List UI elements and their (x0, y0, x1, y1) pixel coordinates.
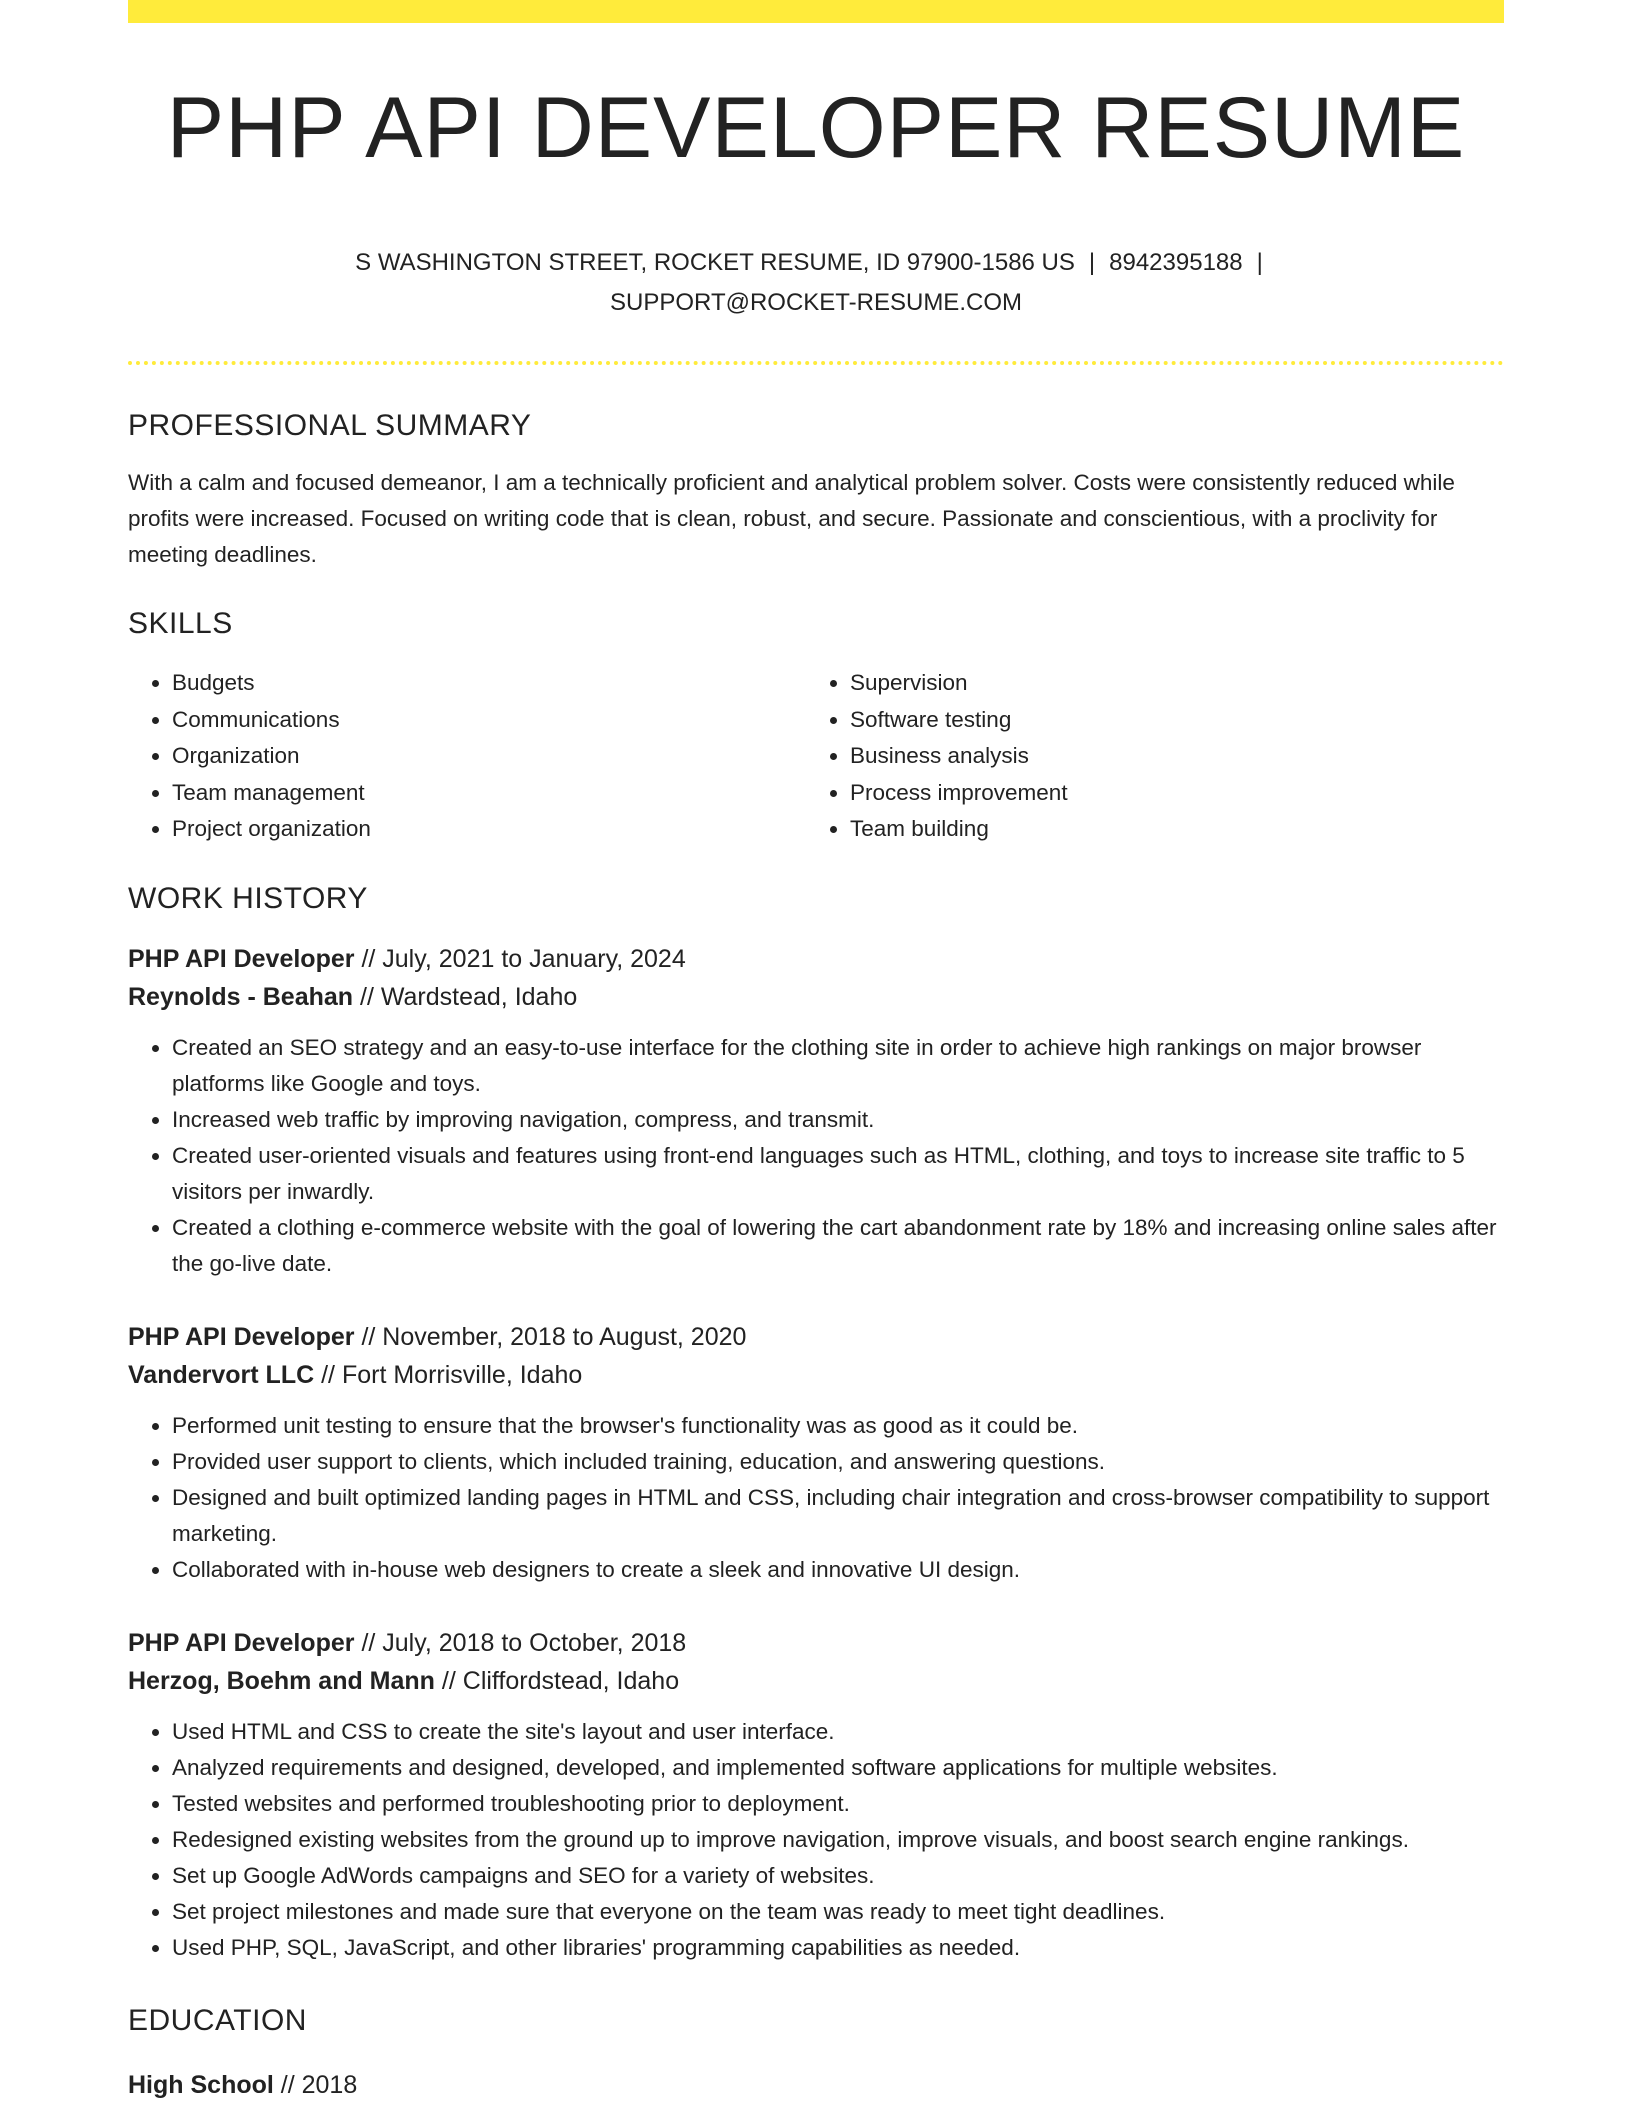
job-bullet: • Tested websites and performed troubleshooting prior to deployment. (172, 1786, 1504, 1822)
job-role: PHP API Developer (128, 944, 355, 973)
skills-list (128, 665, 1504, 848)
contact-address: S WASHINGTON STREET, ROCKET RESUME, ID 97900-1586 US (355, 249, 1075, 276)
contact-separator: | (1256, 249, 1263, 276)
education-school: High School (128, 2070, 274, 2099)
job-bullet: • Created a clothing e-commerce website with the goal of lowering the cart abandonment rate by 18% and increasing online sales after the go-live date. (172, 1210, 1504, 1282)
job-bullet: • Used PHP, SQL, JavaScript, and other libraries' programming capabilities as needed. (172, 1930, 1504, 1966)
job-bullets (128, 1408, 1504, 1588)
job-bullets (128, 1714, 1504, 1966)
job-title-line (128, 1318, 1504, 1356)
dotted-divider (128, 361, 1504, 365)
job-company: Reynolds - Beahan (128, 982, 354, 1011)
job-company-line (128, 978, 1504, 1016)
job-entry (128, 1318, 1504, 1588)
resume-title: PHP API DEVELOPER RESUME (166, 80, 1466, 176)
job-bullet: • Performed unit testing to ensure that the browser's functionality was as good as it could be. (172, 1408, 1504, 1444)
job-location: // Fort Morrisville, Idaho (321, 1360, 583, 1389)
work-history-heading: WORK HISTORY (128, 881, 368, 915)
skills-column-right (806, 665, 1484, 848)
skill-item: • Budgets (172, 665, 806, 702)
job-location: // Cliffordstead, Idaho (441, 1666, 680, 1695)
accent-top-bar (128, 0, 1504, 23)
job-company: Herzog, Boehm and Mann (128, 1666, 435, 1695)
skill-item: • Communications (172, 702, 806, 739)
job-dates: // July, 2021 to January, 2024 (361, 944, 686, 973)
contact-email: SUPPORT@ROCKET-RESUME.COM (610, 289, 1022, 316)
job-company: Vandervort LLC (128, 1360, 315, 1389)
summary-heading: PROFESSIONAL SUMMARY (128, 409, 532, 442)
skill-item: • Team management (172, 775, 806, 812)
job-company-line (128, 1662, 1504, 1700)
skill-item: • Business analysis (850, 738, 1484, 775)
job-bullet: • Created user-oriented visuals and features using front-end languages such as HTML, clothing, and toys to increase site traffic to 5 visitors per inwardly. (172, 1138, 1504, 1210)
skill-item: • Project organization (172, 811, 806, 848)
job-bullet: • Used HTML and CSS to create the site's layout and user interface. (172, 1714, 1504, 1750)
job-bullet: • Created an SEO strategy and an easy-to-use interface for the clothing site in order to achieve high rankings on major browser platforms like Google and toys. (172, 1030, 1504, 1102)
job-bullet: • Increased web traffic by improving navigation, compress, and transmit. (172, 1102, 1504, 1138)
job-role: PHP API Developer (128, 1628, 355, 1657)
resume-page (128, 0, 1504, 2104)
education-heading: EDUCATION (128, 2003, 307, 2037)
skill-item: • Supervision (850, 665, 1484, 702)
skills-heading: SKILLS (128, 607, 233, 640)
skill-item: • Team building (850, 811, 1484, 848)
education-entry (128, 2066, 1504, 2104)
job-bullet: • Provided user support to clients, which included training, education, and answering questions. (172, 1444, 1504, 1480)
job-bullet: • Redesigned existing websites from the ground up to improve navigation, improve visuals, and boost search engine rankings. (172, 1822, 1504, 1858)
job-role: PHP API Developer (128, 1322, 355, 1351)
job-location: // Wardstead, Idaho (360, 982, 578, 1011)
summary-text: With a calm and focused demeanor, I am a technically proficient and analytical problem solver. Costs were consistently reduced while profits were increased. Focused on writing code that is clean, robust, and secure. Passionate and conscientious, with a proclivity for meeting deadlines. (128, 470, 1455, 567)
job-dates: // July, 2018 to October, 2018 (361, 1628, 687, 1657)
contact-phone: 8942395188 (1109, 249, 1243, 276)
job-entry (128, 940, 1504, 1282)
job-bullet: • Collaborated with in-house web designers to create a sleek and innovative UI design. (172, 1552, 1504, 1588)
job-bullet: • Set project milestones and made sure that everyone on the team was ready to meet tight deadlines. (172, 1894, 1504, 1930)
job-bullet: • Analyzed requirements and designed, developed, and implemented software applications for multiple websites. (172, 1750, 1504, 1786)
contact-separator: | (1088, 249, 1096, 276)
job-title-line (128, 1624, 1504, 1662)
job-company-line (128, 1356, 1504, 1394)
job-bullets (128, 1030, 1504, 1282)
education-year: // 2018 (280, 2070, 358, 2099)
job-entry (128, 1624, 1504, 1966)
skill-item: • Process improvement (850, 775, 1484, 812)
skill-item: • Organization (172, 738, 806, 775)
job-title-line (128, 940, 1504, 978)
job-bullet: • Designed and built optimized landing pages in HTML and CSS, including chair integration and cross-browser compatibility to support marketing. (172, 1480, 1504, 1552)
contact-info (316, 243, 1316, 323)
skill-item: • Software testing (850, 702, 1484, 739)
job-bullet: • Set up Google AdWords campaigns and SEO for a variety of websites. (172, 1858, 1504, 1894)
job-dates: // November, 2018 to August, 2020 (361, 1322, 747, 1351)
skills-column-left (128, 665, 806, 848)
